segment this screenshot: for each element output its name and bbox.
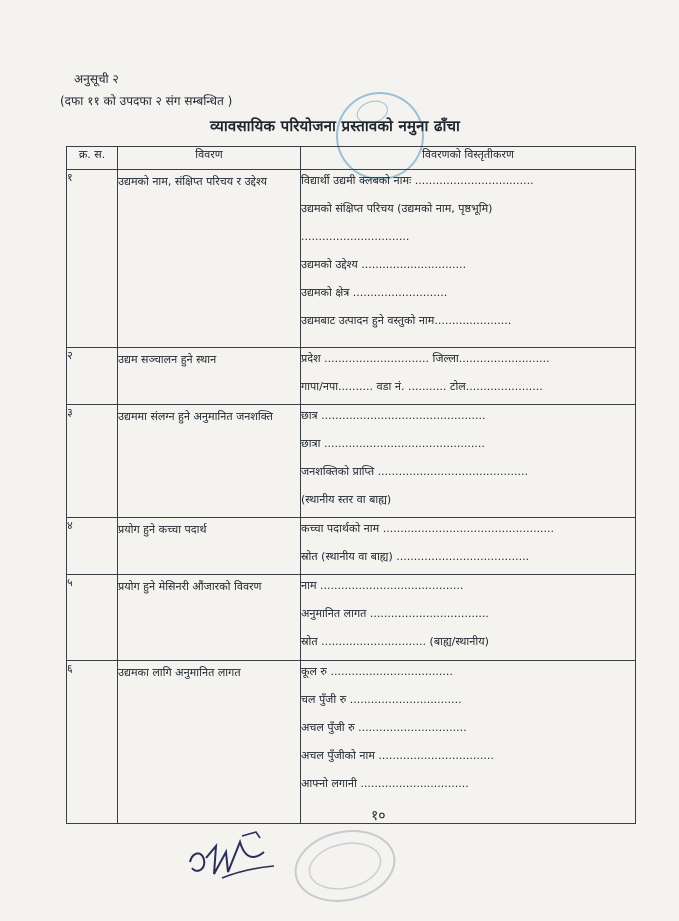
row-description: प्रयोग हुने कच्चा पदार्थ [118,518,301,575]
section-reference: (दफा ११ को उपदफा २ संग सम्बन्धित ) [60,94,233,108]
row-serial: ३ [67,405,118,518]
field-sector: उद्यमको क्षेत्र ........................... [301,286,448,299]
table-row [67,348,636,405]
signature-icon [182,822,292,892]
field-raw-material-name: कच्चा पदार्थको नाम ................................................. [301,522,555,535]
field-machinery-source: स्रोत .............................. (बाह्य/स्थानीय) [301,635,489,648]
field-product-name: उद्यमबाट उत्पादन हुने वस्तुको नाम...................... [301,314,512,327]
field-total-cost: कूल रु ................................... [301,665,453,678]
field-club-name: विद्यार्थी उद्यमी क्लबको नामः .................................. [301,174,534,187]
row-serial: ६ [67,661,118,824]
row-fields [301,170,636,348]
row-description: उद्यमका लागि अनुमानित लागत [118,661,301,824]
row-fields [301,575,636,661]
field-male-students: छात्र ............................................... [301,409,486,422]
row-description: उद्यम सञ्चालन हुने स्थान [118,348,301,405]
bottom-stamp-icon [283,815,407,916]
field-own-investment: आफ्नो लगानी ............................... [301,777,469,790]
row-fields [301,661,636,824]
field-raw-material-source: स्रोत (स्थानीय वा बाह्य) ...................................... [301,550,530,563]
document-title: व्यावसायिक परियोजना प्रस्तावको नमुना ढाँचा [210,117,461,135]
row-fields [301,405,636,518]
field-manpower-source: जनशक्तिको प्राप्ति ........................................... [301,465,529,478]
table-row [67,405,636,518]
table-row [67,518,636,575]
header-serial: क्र. स. [67,147,118,170]
row-serial: ४ [67,518,118,575]
field-machinery-name: नाम ......................................... [301,579,464,592]
field-municipality-ward: गापा/नपा.......... वडा नं. ........... टोल...................... [301,380,543,393]
row-serial: ५ [67,575,118,661]
row-fields [301,518,636,575]
proposal-form-table [66,146,636,824]
table-row [67,661,636,824]
row-description: उद्यममा संलग्न हुने अनुमानित जनशक्ति [118,405,301,518]
field-objective: उद्यमको उद्देश्य .............................. [301,258,467,271]
field-working-capital: चल पुँजी रु ................................ [301,693,462,706]
table-row [67,575,636,661]
row-serial: २ [67,348,118,405]
header-description: विवरण [118,147,301,170]
annex-label: अनुसूची २ [74,72,119,86]
row-description: उद्यमको नाम, संक्षिप्त परिचय र उद्देश्य [118,170,301,348]
row-fields [301,348,636,405]
field-brief-intro: उद्यमको संक्षिप्त परिचय (उद्यमको नाम, पृष्ठभूमि) [301,202,493,215]
table-row [67,170,636,348]
field-manpower-source-note: (स्थानीय स्तर वा बाह्य) [301,493,392,506]
header-details: विवरणको विस्तृतीकरण [301,147,636,170]
field-brief-intro-blank: ............................... [301,230,410,243]
row-serial: १ [67,170,118,348]
field-fixed-capital-name: अचल पुँजीको नाम ................................. [301,749,494,762]
field-fixed-capital: अचल पुँजी रु ............................... [301,721,467,734]
field-machinery-cost: अनुमानित लागत .................................. [301,607,489,620]
page-number: १० [371,808,386,824]
field-female-students: छात्रा .............................................. [301,437,485,450]
row-description: प्रयोग हुने मेसिनरी औंजारको विवरण [118,575,301,661]
field-province-district: प्रदेश .............................. जिल्ला.......................... [301,352,550,365]
table-header-row [67,147,636,170]
